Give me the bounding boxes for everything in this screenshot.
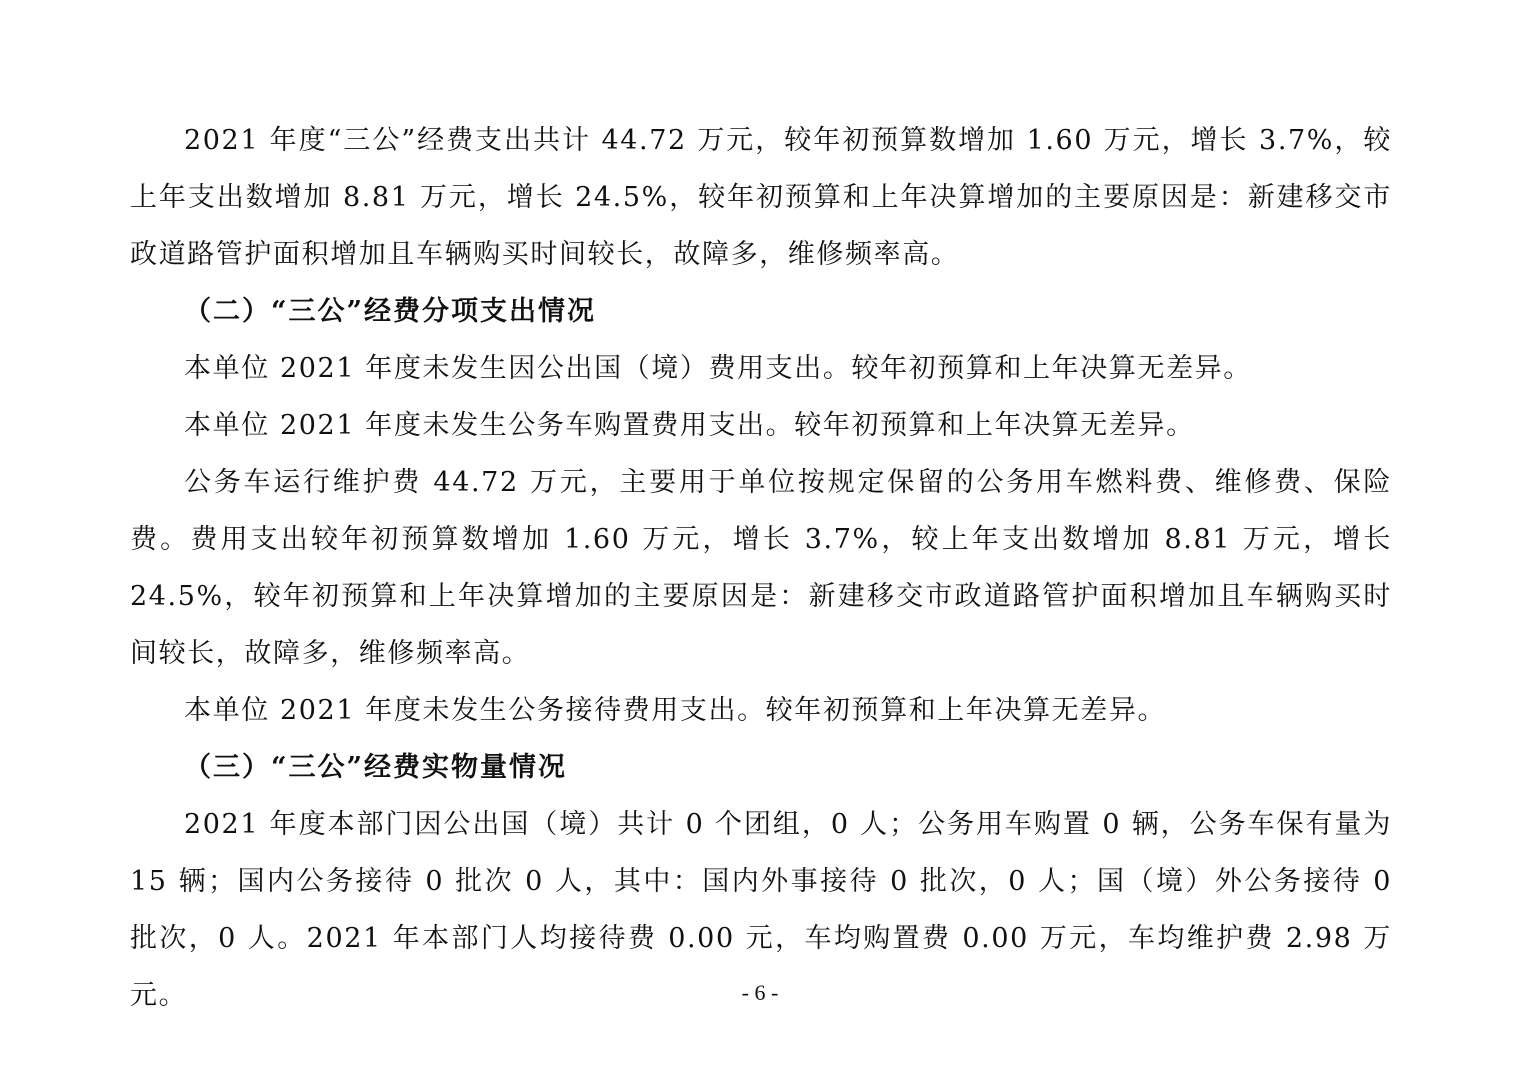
document-body xyxy=(130,112,1392,1024)
page-number: - 6 - xyxy=(741,980,779,1005)
section-heading-physical-quantity: （三）“三公”经费实物量情况 xyxy=(184,752,568,783)
paragraph-official-reception: 本单位 2021 年度未发生公务接待费用支出。较年初预算和上年决算无差异。 xyxy=(184,695,1167,726)
section-heading-itemized-expenditure: （二）“三公”经费分项支出情况 xyxy=(184,296,597,327)
paragraph-overseas-travel: 本单位 2021 年度未发生因公出国（境）费用支出。较年初预算和上年决算无差异。 xyxy=(184,353,1252,384)
paragraph-vehicle-maintenance: 公务车运行维护费 44.72 万元，主要用于单位按规定保留的公务用车燃料费、维修费、保险费。费用支出较年初预算数增加 1.60 万元，增长 3.7%，较上年支出数增加 8.81 万元，增长 24.5%，较年初预算和上年决算增加的主要原因是：新建移交市政道路管护面积增加且车辆购买时间较长，故障多，维修频率高。 xyxy=(130,467,1392,669)
paragraph-physical-quantity: 2021 年度本部门因公出国（境）共计 0 个团组，0 人；公务用车购置 0 辆，公务车保有量为 15 辆；国内公务接待 0 批次 0 人，其中：国内外事接待 0 批次，0 人；国（境）外公务接待 0 批次，0 人。2021 年本部门人均接待费 0.00 元，车均购置费 0.00 万元，车均维护费 2.98 万元。 xyxy=(130,809,1392,1011)
paragraph-total-expenditure: 2021 年度“三公”经费支出共计 44.72 万元，较年初预算数增加 1.60 万元，增长 3.7%，较上年支出数增加 8.81 万元，增长 24.5%，较年初预算和上年决算增加的主要原因是：新建移交市政道路管护面积增加且车辆购买时间较长，故障多，维修频率高。 xyxy=(130,125,1392,270)
paragraph-vehicle-purchase: 本单位 2021 年度未发生公务车购置费用支出。较年初预算和上年决算无差异。 xyxy=(184,410,1195,441)
